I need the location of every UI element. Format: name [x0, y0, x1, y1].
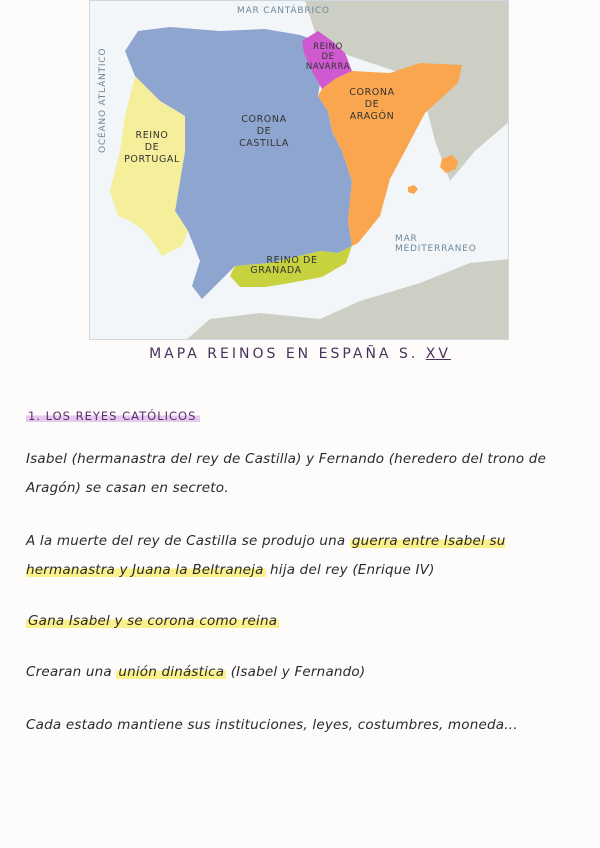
label-granada-2: GRANADA — [250, 265, 302, 276]
label-castilla-2: DE — [256, 126, 272, 137]
sea-label-atlantico: OCÉANO ATLÁNTICO — [98, 47, 108, 153]
label-granada-1: REINO DE — [266, 255, 318, 266]
note-paragraph-4-end: (Isabel y Fernando) — [226, 664, 366, 680]
kingdoms-map — [89, 0, 509, 340]
label-navarra-1: REINO — [313, 42, 343, 52]
note-paragraph-2-end: hija del rey (Enrique IV) — [265, 562, 435, 578]
label-aragon-1: CORONA — [349, 87, 395, 98]
section-heading-line — [26, 402, 596, 431]
label-portugal-3: PORTUGAL — [124, 154, 180, 165]
highlight-guerra: guerra entre Isabel su hermanastra y Juana la Beltraneja — [26, 533, 506, 578]
label-castilla-3: CASTILLA — [239, 138, 289, 149]
note-paragraph-2 — [26, 527, 596, 585]
note-paragraph-4-start: Crearan una — [26, 664, 117, 680]
note-paragraph-1: Isabel (hermanastra del rey de Castilla) y Fernando (heredero del trono de Aragón) se casan en secreto. — [26, 451, 547, 496]
sea-label-mediterraneo: MEDITERRANEO — [395, 244, 477, 254]
highlight-corona: Gana Isabel y se corona como reina — [28, 613, 278, 629]
note-paragraph-5: Cada estado mantiene sus instituciones, leyes, costumbres, moneda... — [26, 717, 518, 733]
label-aragon-3: ARAGÓN — [349, 111, 395, 122]
label-aragon-2: DE — [364, 99, 380, 110]
label-portugal-1: REINO — [135, 130, 169, 141]
map-caption — [0, 346, 600, 362]
caption-text: MAPA REINOS EN ESPAÑA S. — [149, 346, 419, 362]
section-heading: 1. LOS REYES CATÓLICOS — [26, 409, 200, 423]
sea-label-cantabrico: MAR CANTÁBRICO — [237, 6, 330, 16]
spain-map-svg — [90, 1, 509, 340]
label-navarra-3: NAVARRA — [305, 62, 351, 72]
note-paragraph-3 — [26, 607, 596, 636]
handwritten-notes — [26, 402, 596, 740]
label-castilla-1: CORONA — [241, 114, 287, 125]
note-paragraph-2-start: A la muerte del rey de Castilla se produjo una — [26, 533, 350, 549]
sea-label-mar: MAR — [395, 234, 418, 244]
caption-century: XV — [425, 346, 451, 362]
label-navarra-2: DE — [321, 52, 335, 62]
highlight-union: unión dinástica — [118, 664, 225, 680]
label-portugal-2: DE — [144, 142, 160, 153]
note-paragraph-4 — [26, 658, 596, 687]
